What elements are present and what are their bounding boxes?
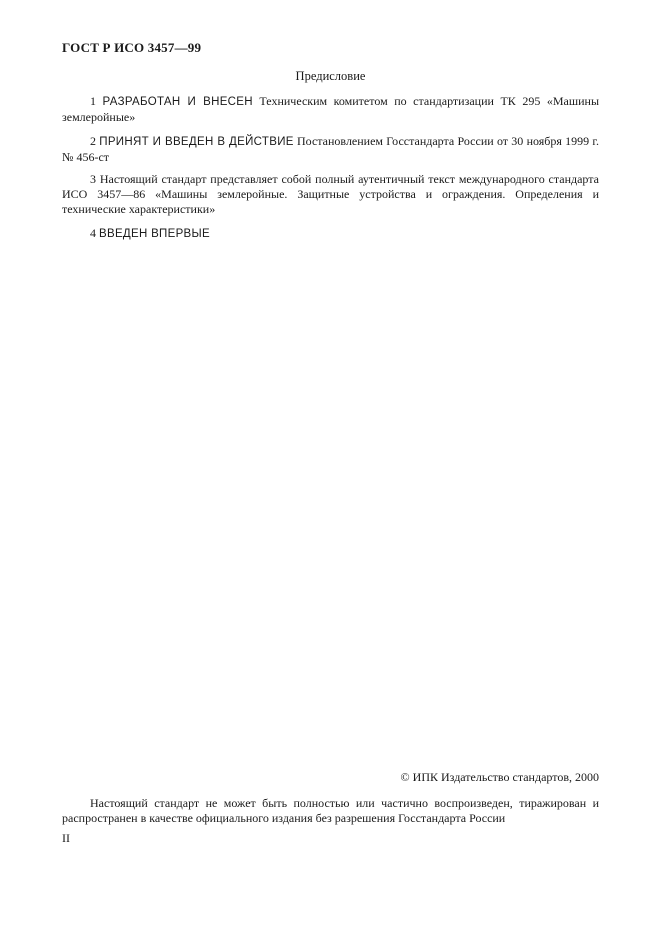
item-number: 4 (90, 226, 96, 240)
preface-item-1 (62, 94, 599, 125)
item-lead: ПРИНЯТ И ВВЕДЕН В ДЕЙСТВИЕ (99, 136, 294, 148)
item-lead: РАЗРАБОТАН И ВНЕСЕН (102, 96, 253, 108)
reproduction-notice: Настоящий стандарт не может быть полностью или частично воспроизведен, тиражирован и распространен в качестве официального издания без разрешения Госстандарта России (62, 796, 599, 825)
copyright-line: © ИПК Издательство стандартов, 2000 (400, 770, 599, 784)
preface-item-2 (62, 134, 599, 165)
item-text: Настоящий стандарт представляет собой полный аутентичный текст международного стандарта ИСО 3457—86 «Машины землеройные. Защитные устройства и ограждения. Определения и технические характеристики» (62, 172, 599, 216)
item-number: 2 (90, 134, 96, 148)
item-text: Постановлением Госстандарта России от 30 ноября 1999 г. № 456-ст (62, 134, 599, 164)
preface-item-4 (62, 226, 599, 242)
preface-item-3 (62, 172, 599, 217)
item-number: 1 (90, 94, 96, 108)
document-code: ГОСТ Р ИСО 3457—99 (62, 40, 202, 55)
item-lead: ВВЕДЕН ВПЕРВЫЕ (99, 228, 210, 240)
preface-title: Предисловие (295, 69, 366, 83)
item-number: 3 (90, 172, 96, 186)
page-number: II (62, 831, 70, 845)
item-text: Техническим комитетом по стандартизации ТК 295 «Машины землеройные» (62, 94, 600, 124)
